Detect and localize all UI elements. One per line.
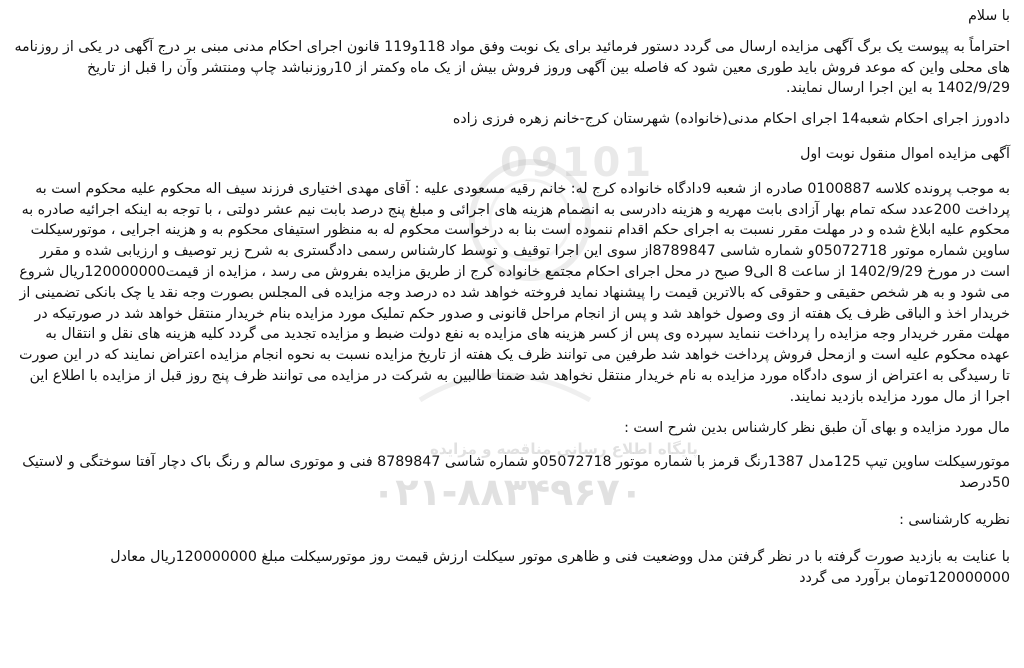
watermark-digits: 09101 [500, 140, 655, 186]
watermark-phone: ۰۲۱-۸۸۳۴۹۶۷۰ [372, 470, 643, 514]
greeting: با سلام [968, 8, 1010, 24]
notice-body: به موجب پرونده کلاسه 0100887 صادره از شعبه 9دادگاه خانواده کرج له: خانم رقیه مسعودی علیه : آقای مهدی اختیاری فرزند سیف اله محکوم علیه محکوم است به پرداخت 200عدد سکه تمام بهار آزادی بابت مهریه و هزینه دادرسی به انضمام هزینه های اجرائی و مبلغ پنج درصد بابت نیم عشر دولتی ، با توجه به اینکه اجرائیه صادره به محکوم علیه ابلاغ شده و در مهلت مقرر نسبت به اجرای حکم اقدام ننموده است بنا به درخواست محکوم له به منظور استیفای محکوم به و هزینه اجرایی ، موتورسیکلت ساوین شماره موتور 05072718و شماره شاسی 8789847از سوی این اجرا توقیف و توسط کارشناس رسمی دادگستری به شرح زیر توصیف و ارزیابی شده و مقرر است در مورخ 1402/9/29 از ساعت 8 الی9 صبح در محل اجرای احکام مجتمع خانواده کرج از طریق مزایده بفروش می رسد ، مزایده از قیمت120000000ریال شروع می شود و به هر شخص حقیقی و حقوقی که بالاترین قیمت را پیشنهاد نماید فروخته خواهد شد ده درصد وجه مزایده فی المجلس بصورت وجه نقد یا چک بانکی تضمینی از خریدار اخذ و الباقی ظرف یک هفته از وی وصول خواهد شد و پس از انجام مراحل قانونی و صدور حکم تملیک مورد مزایده بنام خریدار منتقل خواهد شد در صورتیکه در مهلت مقرر خریدار وجه مزایده را پرداخت ننماید سپرده وی پس از کسر هزینه های مزایده به نفع دولت ضبط و مزایده تجدید می گردد کلیه هزینه های نقل و انتقال به عهده محکوم علیه است و ازمحل فروش پرداخت خواهد شد طرفین می توانند ظرف یک هفته از تاریخ مزایده نسبت به نحوه انجام مزایده اعتراض نمایند که در این صورت تا رسیدگی به اعتراض از سوی دادگاه مورد مزایده به نام خریدار منتقل نخواهد شد ضمنا طالبین به شرکت در مزایده می توانند ظرف پنج روز قبل از مزایده با اطلاع این اجرا از مال مورد مزایده بازدید نمایند. [19, 180, 1010, 405]
notice-title: آگهی مزایده اموال منقول نوبت اول [800, 145, 1010, 162]
watermark-caption: پایگاه اطلاع رسانی مناقصه و مزایده [430, 440, 698, 458]
expert-heading: نظریه کارشناسی : [899, 511, 1010, 528]
signature-line: دادورز اجرای احکام شعبه14 اجرای احکام مدنی(خانواده) شهرستان کرج-خانم زهره فرزی زاده [452, 111, 1010, 128]
expert-opinion: با عنایت به بازدید صورت گرفته با در نظر گرفتن مدل ووضعیت فنی و ظاهری موتور سیکلت ارزش قیمت روز موتورسیکلت مبلغ 120000000ریال معادل 120000000تومان برآورد می گردد [110, 548, 1010, 586]
property-description: موتورسیکلت ساوین تیپ 125مدل 1387رنگ قرمز با شماره موتور 05072718و شماره شاسی 8789847 فنی و موتوری سالم و رنگ باک دچار آفتا سوختگی و لاستیک 50درصد [22, 454, 1010, 492]
property-heading: مال مورد مزایده و بهای آن طبق نظر کارشناس بدین شرح است : [624, 419, 1010, 436]
intro-paragraph: احتراماً به پیوست یک برگ آگهی مزایده ارسال می گردد دستور فرمائید برای یک نوبت وفق مواد 118و119 قانون اجرای احکام مدنی مبنی بر درج آگهی در یکی از روزنامه های محلی واین که موعد فروش باید طوری معین شود که فاصله بین آگهی وروز فروش بیش از یک ماه وکمتر از 10روزنباشد چاپ ومنتشر وآن را قبل از تاریخ 1402/9/29 به این اجرا ارسال نمایند. [14, 38, 1010, 97]
